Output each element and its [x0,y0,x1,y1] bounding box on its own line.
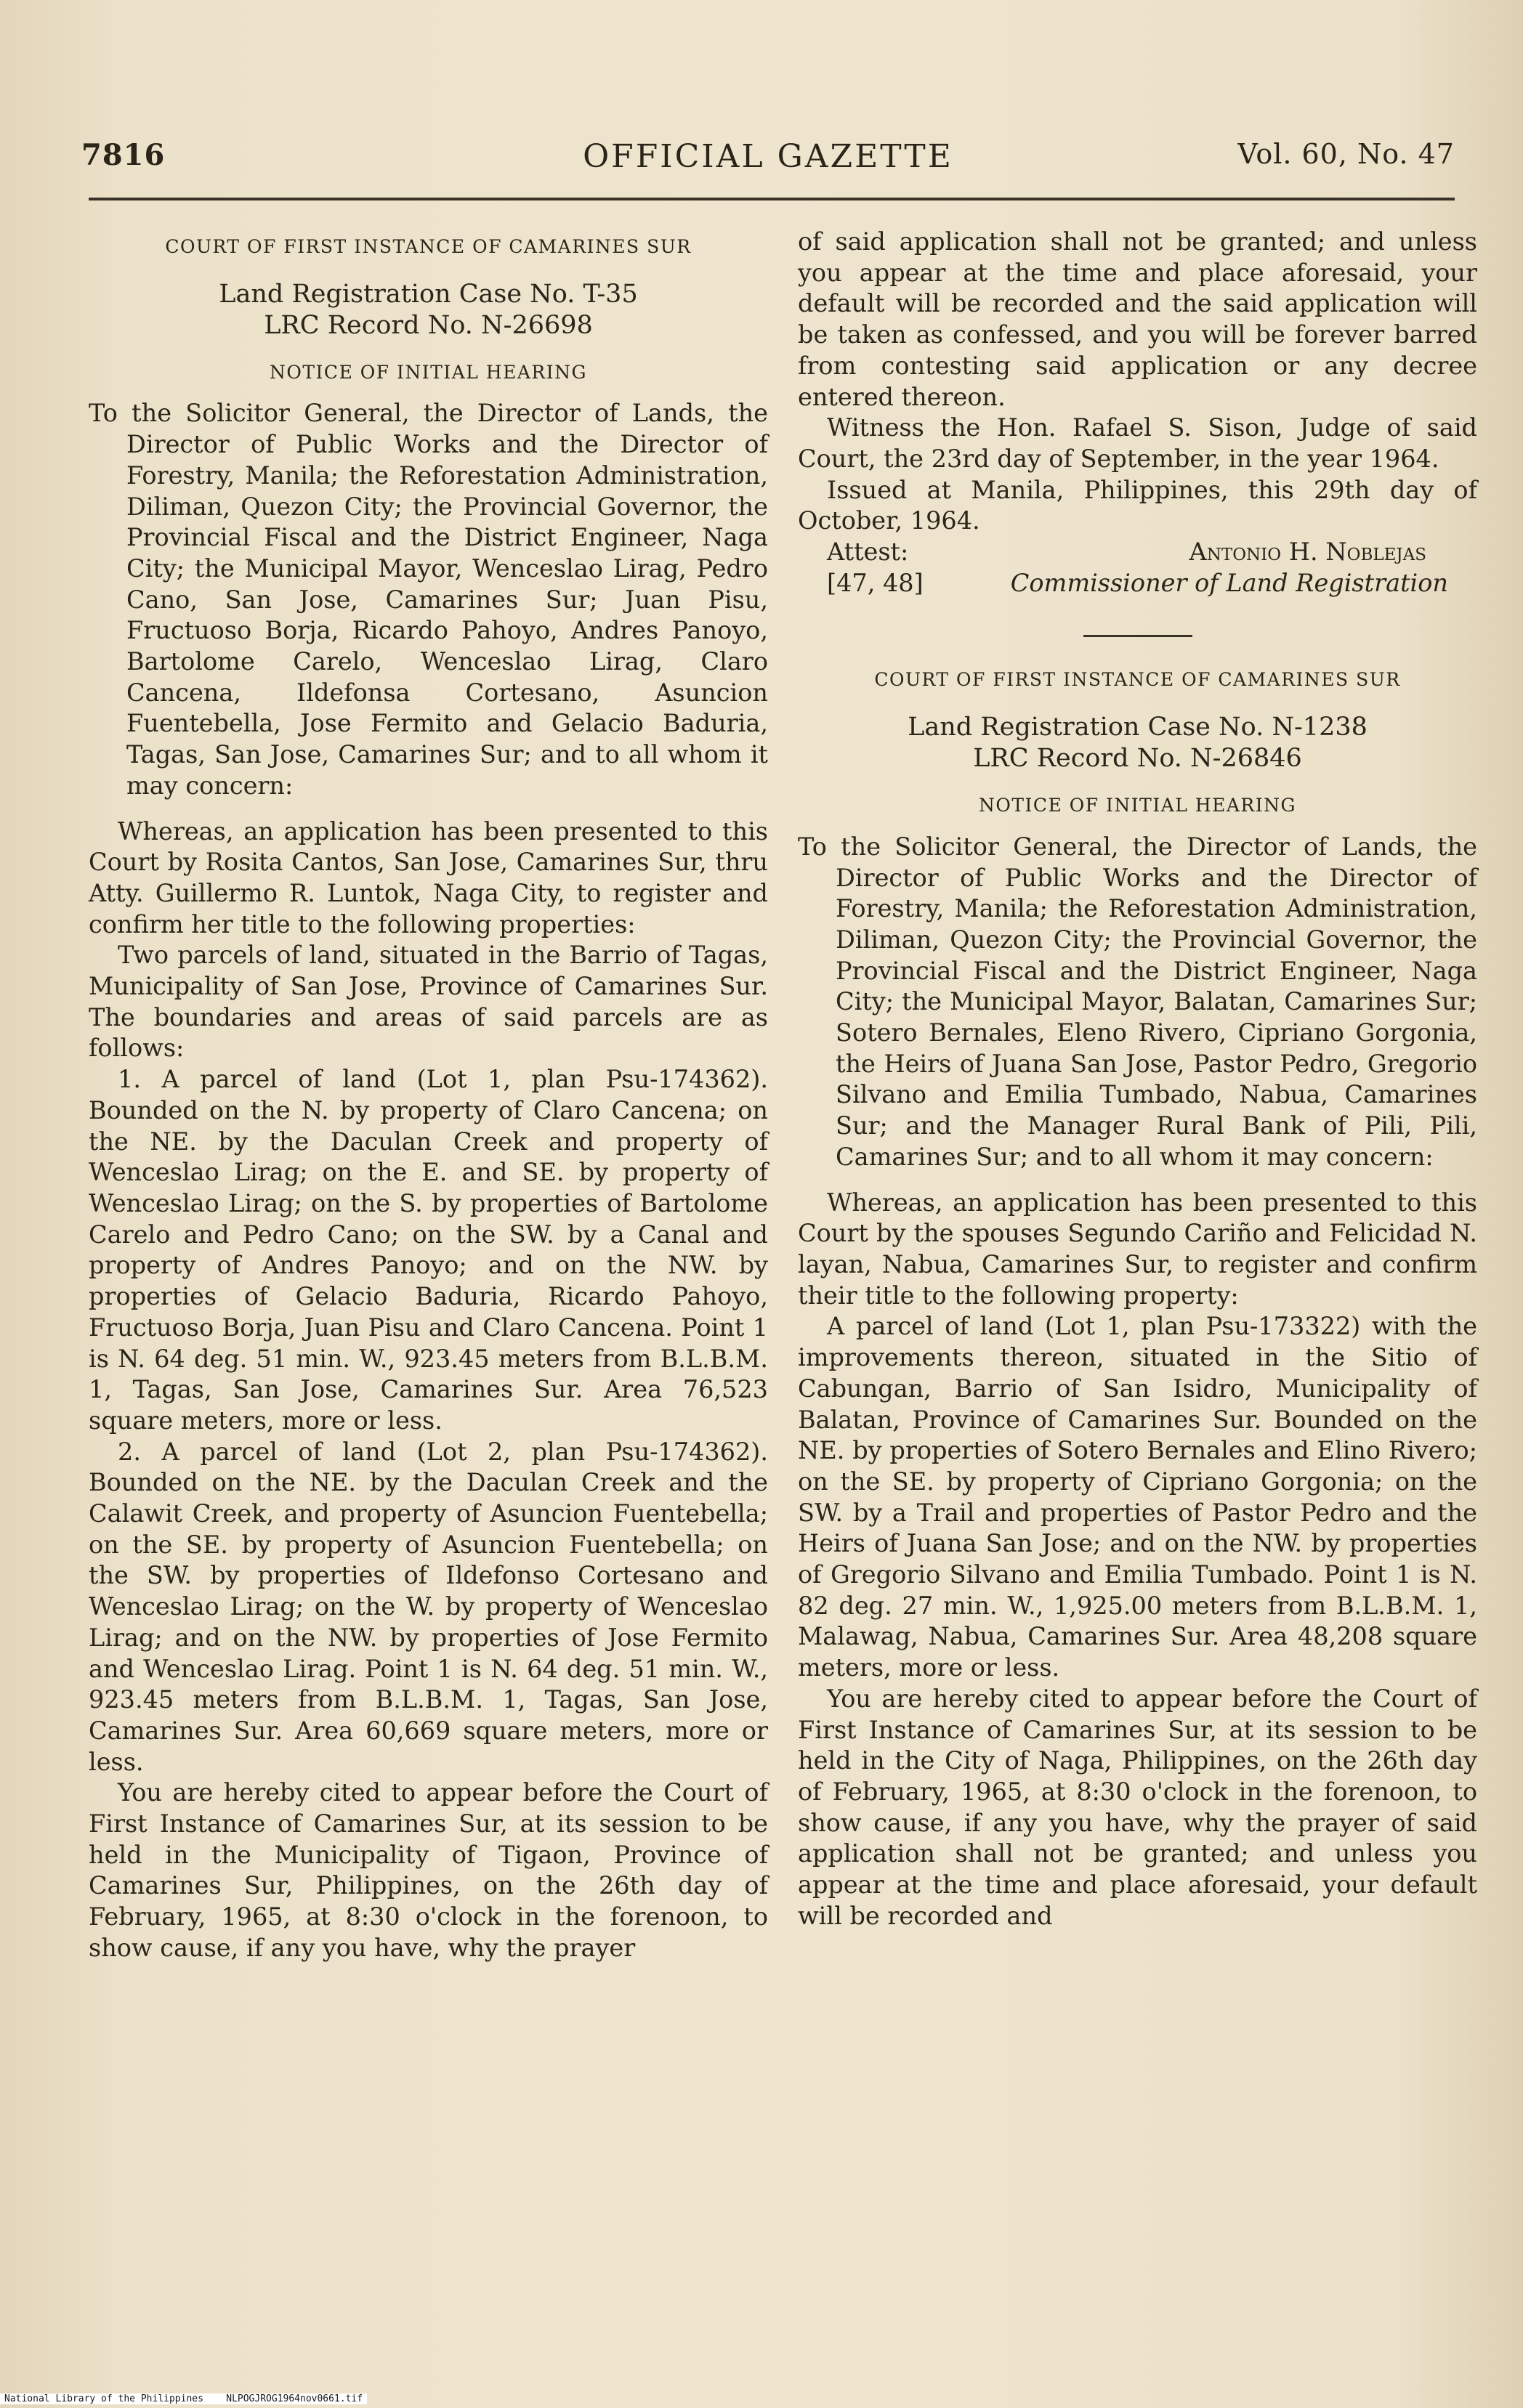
continued-paragraph: of said application shall not be granted; and unless you appear at the time and place aforesaid, your default will be recorded and the said application will be taken as confessed, and you will be forever barred from contesting said application or any decree entered thereon. [798,227,1477,411]
parcels-paragraph: Two parcels of land, situated in the Barrio of Tagas, Municipality of San Jose, Province of Camarines Sur. The boundaries and areas of said parcels are as follows: [89,941,768,1063]
left-column [89,229,768,1964]
header-rule [89,198,1455,200]
application-paragraph: Whereas, an application has been presented to this Court by the spouses Segundo Cariño and Felicidad N. layan, Nabua, Camarines Sur, to register and confirm their title to the following property: [798,1188,1477,1310]
publication-title: OFFICIAL GAZETTE [583,138,953,175]
court-heading: COURT OF FIRST INSTANCE OF CAMARINES SUR [165,236,692,257]
attest-name: Antonio H. Noblejas [1189,538,1426,567]
citation-paragraph: You are hereby cited to appear before the Court of First Instance of Camarines Sur, at its session to be held in the Municipality of Tigaon, Province of Camarines Sur, Philippines, on the 26th day of February, 1965, at 8:30 o'clock in the forenoon, to show cause, if any you have, why the prayer [89,1778,768,1962]
witness-paragraph: Witness the Hon. Rafael S. Sison, Judge of said Court, the 23rd day of September, in the year 1964. [798,413,1477,473]
page-number: 7816 [81,138,166,172]
attest-line [798,537,1477,568]
volume-number: Vol. 60, No. 47 [1237,138,1455,170]
case-number: Land Registration Case No. N-1238 [908,713,1368,742]
parcel-2-paragraph: 2. A parcel of land (Lot 2, plan Psu-174362). Bounded on the NE. by the Daculan Creek and the Calawit Creek, and property of Asuncion Fuentebella; on the SE. by property of Asuncion Fuentebella; on the SW. by properties of Ildefonso Cortesano and Wenceslao Lirag; on the W. by property of Wenceslao Lirag; and on the NW. by properties of Jose Fermito and Wenceslao Lirag. Point 1 is N. 64 deg. 51 min. W., 923.45 meters from B.L.B.M. 1, Tagas, San Jose, Camarines Sur. Area 60,669 square meters, more or less. [89,1437,768,1776]
issue-reference: [47, 48] [827,568,924,597]
application-paragraph: Whereas, an application has been presented to this Court by Rosita Cantos, San Jose, Camarines Sur, thru Atty. Guillermo R. Luntok, Naga City, to register and confirm her title to the following properties: [89,816,768,939]
court-heading: COURT OF FIRST INSTANCE OF CAMARINES SUR [874,669,1401,691]
page-header [81,138,1455,196]
addressee-paragraph: To the Solicitor General, the Director of Lands, the Director of Public Works and the Director of Forestry, Manila; the Reforestation Administration, Diliman, Quezon City; the Provincial Governor, the Provincial Fiscal and the District Engineer, Naga City; the Municipal Mayor, Balatan, Camarines Sur; Sotero Bernales, Eleno Rivero, Cipriano Gorgonia, the Heirs of Juana San Jose, Pastor Pedro, Gregorio Silvano and Emilia Tumbado, Nabua, Camarines Sur; and the Manager Rural Bank of Pili, Pili, Camarines Sur; and to all whom it may concern: [798,832,1477,1171]
right-column [798,227,1477,1931]
issued-paragraph: Issued at Manila, Philippines, this 29th day of October, 1964. [798,475,1477,535]
record-number: LRC Record No. N-26846 [973,744,1302,774]
parcel-paragraph: A parcel of land (Lot 1, plan Psu-173322) with the improvements thereon, situated in the Sitio of Cabungan, Barrio of San Isidro, Municipality of Balatan, Province of Camarines Sur. Bounded on the NE. by properties of Sotero Bernales and Elino Rivero; on the SE. by property of Cipriano Gorgonia; on the SW. by a Trail and properties of Pastor Pedro and the Heirs of Juana San Jose; and on the NW. by properties of Gregorio Silvano and Emilia Tumbado. Point 1 is N. 82 deg. 27 min. W., 1,925.00 meters from B.L.B.M. 1, Malawag, Nabua, Camarines Sur. Area 48,208 square meters, more or less. [798,1312,1477,1682]
notice-heading: NOTICE OF INITIAL HEARING [270,361,587,383]
attest-role: Commissioner of Land Registration [1010,568,1448,597]
citation-paragraph: You are hereby cited to appear before the Court of First Instance of Camarines Sur, at its session to be held in the City of Naga, Philippines, on the 26th day of February, 1965, at 8:30 o'clock in the forenoon, to show cause, if any you have, why the prayer of said application shall not be granted; and unless you appear at the time and place aforesaid, your default will be recorded and [798,1684,1477,1930]
parcel-1-paragraph: 1. A parcel of land (Lot 1, plan Psu-174362). Bounded on the N. by property of Claro Cancena; on the NE. by the Daculan Creek and property of Wenceslao Lirag; on the E. and SE. by property of Wenceslao Lirag; on the S. by properties of Bartolome Carelo and Pedro Cano; on the SW. by a Canal and property of Andres Panoyo; and on the NW. by properties of Gelacio Baduria, Ricardo Pahoyo, Fructuoso Borja, Juan Pisu and Claro Cancena. Point 1 is N. 64 deg. 51 min. W., 923.45 meters from B.L.B.M. 1, Tagas, San Jose, Camarines Sur. Area 76,523 square meters, more or less. [89,1065,768,1435]
addressee-paragraph: To the Solicitor General, the Director of Lands, the Director of Public Works and the Director of Forestry, Manila; the Reforestation Administration, Diliman, Quezon City; the Provincial Governor, the Provincial Fiscal and the District Engineer, Naga City; the Municipal Mayor, Wenceslao Lirag, Pedro Cano, San Jose, Camarines Sur; Juan Pisu, Fructuoso Borja, Ricardo Pahoyo, Andres Panoyo, Bartolome Carelo, Wenceslao Lirag, Claro Cancena, Ildefonsa Cortesano, Asuncion Fuentebella, Jose Fermito and Gelacio Baduria, Tagas, San Jose, Camarines Sur; and to all whom it may concern: [89,399,768,800]
notice-heading: NOTICE OF INITIAL HEARING [979,795,1296,816]
attest-label: Attest: [827,538,909,567]
record-number: LRC Record No. N-26698 [264,310,593,340]
footer-file: NLPOGJROG1964nov0661.tif [226,2393,363,2404]
scan-footer [0,2393,367,2404]
case-number: Land Registration Case No. T-35 [219,279,638,309]
attest-role-line [798,568,1477,599]
section-divider [1083,635,1192,637]
footer-library: National Library of the Philippines [4,2393,203,2404]
